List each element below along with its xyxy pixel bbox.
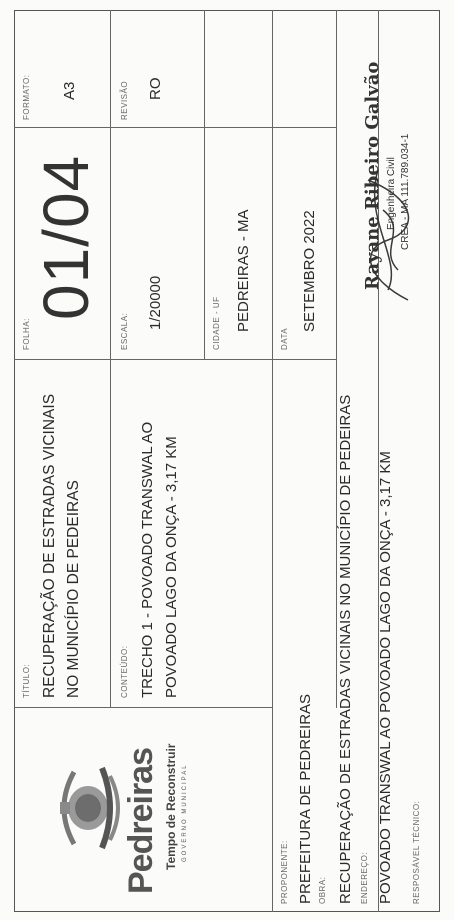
formato-caption: FORMATO: [22,74,31,120]
proponente-value: PREFEITURA DE PEDREIRAS [297,693,314,904]
logo-slogan: Tempo de Reconstruir [164,743,178,870]
divider-title [110,360,111,708]
titulo-line2: NO MUNICÍPIO DE PEDEIRAS [65,480,82,698]
endereco-value: POVOADO TRANSWAL AO POVOADO LAGO DA ONÇA - 3,17 KM [377,451,394,904]
data-caption: DATA [280,327,289,350]
revisao-caption: REVISÃO [120,80,129,120]
logo-subtitle: GOVERNO MUNICIPAL [182,763,188,862]
proponente-caption: PROPONENTE: [280,840,289,904]
divider-format [14,127,110,128]
titulo-line1: RECUPERAÇÃO DE ESTRADAS VICINAIS [41,393,58,698]
logo-name: Pedreiras [122,748,160,894]
divider-escala [204,10,205,360]
divider-proponente [272,10,273,912]
signature-crea: CREA - MA 111.789.034-1 [400,133,411,250]
cidade-caption: CIDADE - UF [212,296,221,350]
revisao-value: RO [147,77,164,100]
formato-value: A3 [61,81,78,100]
obra-value: RECUPERAÇÃO DE ESTRADAS VICINAIS NO MUNICÍPIO DE PEDEIRAS [337,394,354,904]
endereco-caption: ENDEREÇO: [360,851,369,904]
folha-value: 01/04 [30,154,102,320]
divider-info [14,359,336,360]
logo [14,708,272,912]
divider-small-cells [110,127,336,128]
conteudo-line2: POVOADO LAGO DA ONÇA - 3,17 KM [163,436,180,698]
folha-caption: FOLHA: [22,318,31,350]
divider-folha [110,10,111,360]
signature-name: Rayane Ribeiro Galvão [362,61,383,290]
escala-caption: ESCALA: [120,312,129,350]
titulo-caption: TÍTULO: [22,663,31,698]
data-value: SETEMBRO 2022 [301,210,318,332]
conteudo-line1: TRECHO 1 - POVOADO TRANSWAL AO [139,421,156,698]
obra-caption: OBRA: [318,876,327,904]
escala-value: 1/20000 [147,275,164,330]
conteudo-caption: CONTEÚDO: [120,645,129,698]
signature-role: Engenheira Civil [386,157,397,230]
cidade-value: PEDREIRAS - MA [235,209,252,332]
logo-emblem-icon [44,762,122,854]
responsavel-caption: RESPOSÁVEL TÉCNICO: [412,800,421,904]
